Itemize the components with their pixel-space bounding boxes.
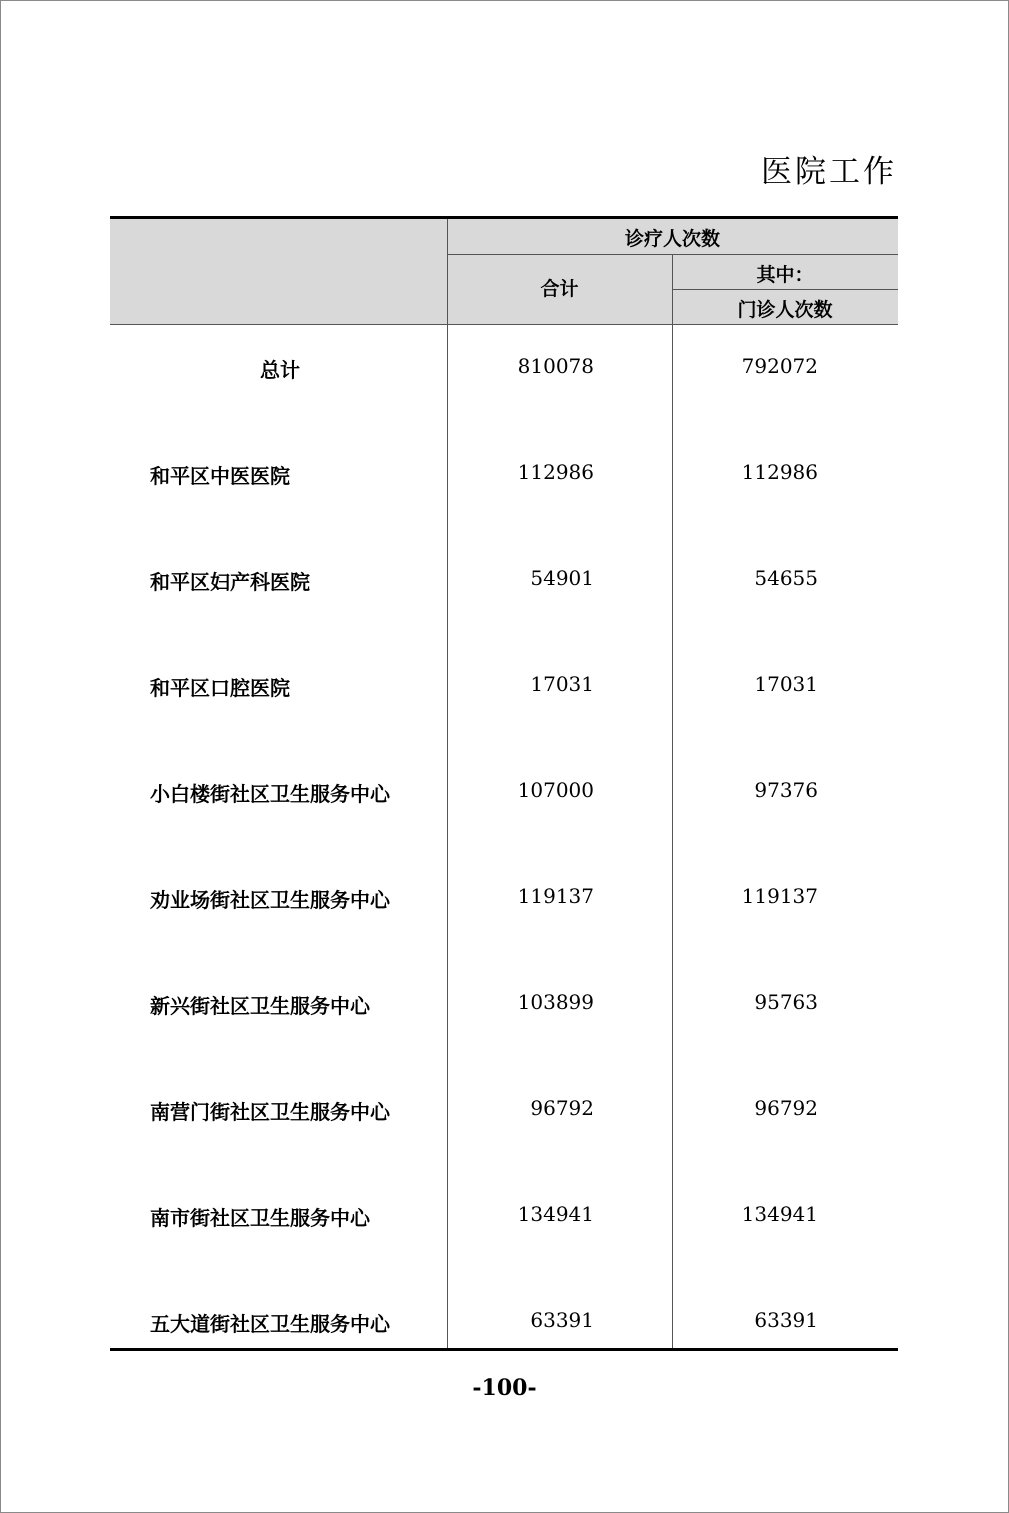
row-name: 和平区口腔医院: [150, 676, 290, 700]
header-outpatient-label: 门诊人次数: [737, 299, 833, 321]
table-row: [110, 1088, 898, 1128]
header-subgroup-rule: [672, 289, 898, 290]
row-total-value: 96792: [530, 1096, 594, 1120]
row-outpatient-value: 134941: [741, 1202, 818, 1226]
row-total-value: 103899: [517, 990, 594, 1014]
row-total-value: 810078: [517, 354, 594, 378]
header-total-label: 合计: [540, 278, 579, 300]
header-group-rule: [447, 254, 898, 255]
header-bottom-rule: [110, 324, 898, 325]
header-of-which-label: 其中：: [756, 264, 814, 286]
row-total-value: 17031: [530, 672, 594, 696]
row-total-value: 119137: [517, 884, 594, 908]
table-row: [110, 770, 898, 810]
row-outpatient-value: 95763: [754, 990, 818, 1014]
table-row: [110, 982, 898, 1022]
row-name: 劝业场街社区卫生服务中心: [150, 888, 390, 912]
row-name: 南营门街社区卫生服务中心: [150, 1100, 390, 1124]
table-row: [110, 1300, 898, 1340]
table-row: [110, 876, 898, 916]
row-name: 小白楼街社区卫生服务中心: [150, 782, 390, 806]
table-row: [110, 664, 898, 704]
row-outpatient-value: 119137: [741, 884, 818, 908]
row-outpatient-value: 112986: [741, 460, 818, 484]
row-outpatient-value: 96792: [754, 1096, 818, 1120]
section-title: 医院工作: [761, 154, 897, 190]
table-row: [110, 452, 898, 492]
header-group-label: 诊疗人次数: [624, 228, 720, 250]
row-name: 新兴街社区卫生服务中心: [150, 994, 370, 1018]
row-total-value: 112986: [517, 460, 594, 484]
table-row-total: [110, 346, 898, 386]
row-total-value: 63391: [530, 1308, 594, 1332]
table-row: [110, 558, 898, 598]
row-name: 五大道街社区卫生服务中心: [150, 1312, 390, 1336]
row-outpatient-value: 97376: [754, 778, 818, 802]
row-outpatient-value: 792072: [741, 354, 818, 378]
row-name: 总计: [260, 358, 300, 382]
table-top-rule: [110, 216, 898, 219]
row-name: 和平区妇产科医院: [150, 570, 310, 594]
row-total-value: 54901: [530, 566, 594, 590]
row-total-value: 107000: [517, 778, 594, 802]
row-outpatient-value: 63391: [754, 1308, 818, 1332]
table-bottom-rule: [110, 1348, 898, 1351]
row-outpatient-value: 54655: [754, 566, 818, 590]
row-name: 南市街社区卫生服务中心: [150, 1206, 370, 1230]
row-name: 和平区中医医院: [150, 464, 290, 488]
table-row: [110, 1194, 898, 1234]
row-outpatient-value: 17031: [754, 672, 818, 696]
row-total-value: 134941: [517, 1202, 594, 1226]
page-number: -100-: [472, 1375, 537, 1401]
